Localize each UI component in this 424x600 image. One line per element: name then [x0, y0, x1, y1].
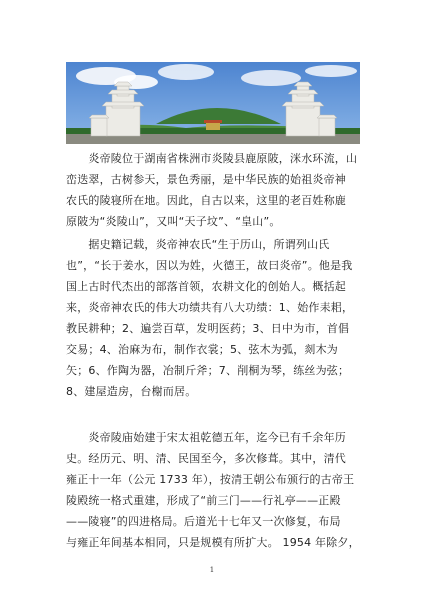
temple-photo-graphic: [66, 62, 360, 144]
text-line: 雍正十一年（公元 1733 年），按清王朝公布颁行的古帝王: [66, 473, 355, 486]
text-line: 矢；6、作陶为器，冶制斤斧；7、削桐为琴，练丝为弦；: [66, 364, 350, 377]
text-line: 陵殿统一格式重建，形成了“前三门——行礼亭——正殿: [66, 494, 341, 507]
text-line: 峦迭翠，古树参天，景色秀丽，是中华民族的始祖炎帝神: [66, 173, 346, 186]
page-number: 1: [209, 566, 215, 574]
text-line: 与雍正年间基本相同，只是规模有所扩大。 1954 年除夕，: [66, 536, 360, 549]
text-line: 农氏的陵寝所在地。因此，自古以来，这里的老百姓称鹿: [66, 194, 346, 207]
text-line: ——陵寝”的四进格局。后道光十七年又一次修复，布局: [66, 515, 341, 528]
paragraph-history: [66, 234, 366, 402]
text-line: 交易；4、治麻为布，制作衣裳；5、弦木为弧，剡木为: [66, 343, 338, 356]
paragraph-temple-construction: [66, 427, 366, 553]
text-line: 炎帝陵庙始建于宋太祖乾德五年，迄今已有千余年历: [66, 431, 346, 444]
text-line: 也”，“长于姜水，因以为姓，火德王，故曰炎帝”。他是我: [66, 259, 353, 272]
temple-photo: [66, 62, 360, 144]
text-line: 史。经历元、明、清、民国至今，多次修葺。其中，清代: [66, 452, 346, 465]
text-line: 教民耕种；2、遍尝百草，发明医药；3、日中为市，首倡: [66, 322, 350, 335]
text-line: 据史籍记载，炎帝神农氏“生于历山，所谓列山氏: [66, 238, 330, 251]
text-line: 国上古时代杰出的部落首领，农耕文化的创始人。概括起: [66, 280, 346, 293]
text-line: 来，炎帝神农氏的伟大功绩共有八大功绩：1、始作耒耜，: [66, 301, 354, 314]
text-line: 原陂为“炎陵山”，又叫“天子坟”、“皇山”。: [66, 215, 281, 228]
paragraph-location: [66, 148, 366, 232]
text-line: 炎帝陵位于湖南省株洲市炎陵县鹿原陂，洣水环流，山: [66, 152, 358, 165]
text-line: 8、建屋造房，台榭而居。: [66, 385, 197, 398]
